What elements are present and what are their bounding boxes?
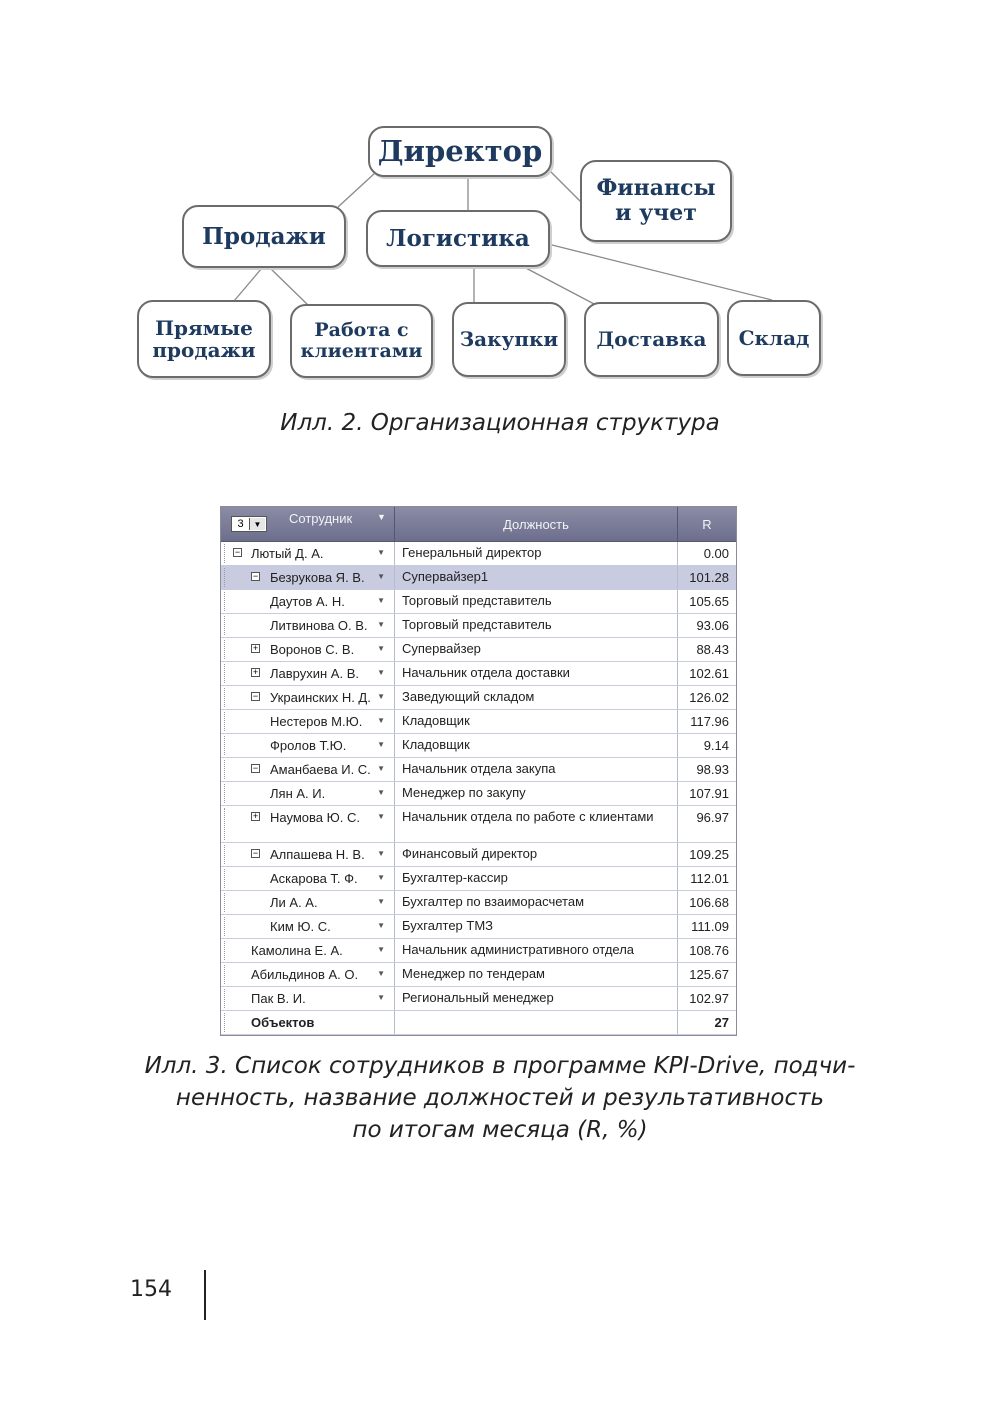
org-node-sales-label: Продажи xyxy=(202,222,326,250)
tree-line xyxy=(224,917,225,936)
employee-cell[interactable] xyxy=(221,915,395,938)
chevron-down-icon[interactable]: ▼ xyxy=(377,897,385,906)
tree-line xyxy=(224,640,225,659)
employee-name: Фролов Т.Ю. xyxy=(270,738,347,753)
org-node-purchasing xyxy=(452,302,566,377)
level-value: 3 xyxy=(237,518,244,530)
org-node-logistics xyxy=(366,210,550,267)
employee-cell[interactable] xyxy=(221,614,395,637)
table-row[interactable] xyxy=(221,710,736,734)
org-node-finance-line2: и учет xyxy=(615,200,697,226)
org-node-delivery-label: Доставка xyxy=(596,327,707,352)
position-cell: Торговый представитель xyxy=(395,614,678,637)
employee-name: Нестеров М.Ю. xyxy=(270,714,363,729)
org-node-purchasing-label: Закупки xyxy=(459,327,559,352)
tree-line xyxy=(224,869,225,888)
position-cell: Менеджер по закупу xyxy=(395,782,678,805)
header-r[interactable] xyxy=(678,507,736,541)
employee-name: Пак В. И. xyxy=(251,991,306,1006)
r-value-cell: 109.25 xyxy=(689,847,729,862)
employee-cell[interactable] xyxy=(221,590,395,613)
employee-name: Ким Ю. С. xyxy=(270,919,331,934)
org-node-sales xyxy=(182,205,346,268)
position-cell: Генеральный директор xyxy=(395,542,678,565)
table-row[interactable] xyxy=(221,843,736,867)
org-node-director-label: Директор xyxy=(377,134,543,169)
org-node-delivery xyxy=(584,302,719,377)
table-row[interactable] xyxy=(221,867,736,891)
position-cell: Финансовый директор xyxy=(395,843,678,866)
tree-line xyxy=(224,712,225,731)
caption-illustration-3-line3: по итогам месяца (R, %) xyxy=(352,1117,648,1143)
tree-line xyxy=(224,760,225,779)
caption-illustration-3-line2: ненность, название должностей и результативность xyxy=(175,1085,825,1111)
org-node-finance xyxy=(580,160,732,242)
employee-cell[interactable] xyxy=(221,566,395,589)
chevron-down-icon[interactable]: ▼ xyxy=(377,668,385,677)
r-value-cell: 112.01 xyxy=(690,871,729,886)
header-position[interactable] xyxy=(395,507,678,541)
employee-cell[interactable] xyxy=(221,542,395,565)
tree-line xyxy=(224,1013,225,1032)
employee-cell[interactable] xyxy=(221,843,395,866)
org-node-client-work-line1: Работа с xyxy=(314,318,409,341)
tree-line xyxy=(224,736,225,755)
org-node-direct-sales-line2: продажи xyxy=(152,338,256,362)
tree-line xyxy=(224,592,225,611)
r-value-cell: 9.14 xyxy=(703,738,729,753)
employee-name: Лаврухин А. В. xyxy=(270,666,359,681)
chevron-down-icon[interactable]: ▼ xyxy=(377,993,385,1002)
r-value-cell: 117.96 xyxy=(690,714,729,729)
expand-icon[interactable]: + xyxy=(252,811,259,821)
employee-cell[interactable] xyxy=(221,638,395,661)
collapse-icon[interactable]: − xyxy=(234,547,241,557)
header-employee-label: Сотрудник xyxy=(289,511,353,526)
org-node-warehouse-label: Склад xyxy=(738,325,810,350)
position-cell: Кладовщик xyxy=(395,734,678,757)
position-cell: Менеджер по тендерам xyxy=(395,963,678,986)
employee-name: Лютый Д. А. xyxy=(251,546,324,561)
collapse-icon[interactable]: − xyxy=(252,691,259,701)
employee-name: Даутов А. Н. xyxy=(270,594,345,609)
collapse-icon[interactable]: − xyxy=(252,848,259,858)
chevron-down-icon[interactable]: ▼ xyxy=(377,620,385,629)
position-cell: Кладовщик xyxy=(395,710,678,733)
r-value-cell: 0.00 xyxy=(703,546,729,561)
employee-name: Камолина Е. А. xyxy=(251,943,343,958)
employee-name: Алпашева Н. В. xyxy=(270,847,365,862)
employee-cell[interactable] xyxy=(221,782,395,805)
chevron-down-icon[interactable]: ▼ xyxy=(377,945,385,954)
employee-cell[interactable] xyxy=(221,963,395,986)
tree-line xyxy=(224,941,225,960)
table-row[interactable] xyxy=(221,566,736,590)
chevron-down-icon[interactable]: ▼ xyxy=(377,969,385,978)
table-row[interactable] xyxy=(221,542,736,566)
chevron-down-icon[interactable]: ▼ xyxy=(377,548,385,557)
grid-body xyxy=(221,542,736,1011)
org-node-client-work-line2: клиентами xyxy=(300,340,423,362)
employee-name: Ли А. А. xyxy=(270,895,318,910)
r-value-cell: 126.02 xyxy=(689,690,729,705)
employee-cell[interactable] xyxy=(221,939,395,962)
position-cell: Начальник отдела по работе с клиентами xyxy=(395,806,678,842)
header-r-label: R xyxy=(702,516,712,532)
employee-name: Безрукова Я. В. xyxy=(270,570,365,585)
header-position-label: Должность xyxy=(503,516,569,532)
tree-line xyxy=(224,845,225,864)
employee-cell[interactable] xyxy=(221,891,395,914)
employee-cell[interactable] xyxy=(221,758,395,781)
employee-name: Наумова Ю. С. xyxy=(270,810,360,825)
r-value-cell: 101.28 xyxy=(678,566,736,589)
employee-grid xyxy=(220,506,737,1036)
tree-line xyxy=(224,568,225,587)
employee-cell[interactable] xyxy=(221,987,395,1010)
r-value-cell: 107.91 xyxy=(689,786,729,801)
org-node-logistics-label: Логистика xyxy=(386,224,530,252)
position-cell: Торговый представитель xyxy=(395,590,678,613)
chevron-down-icon[interactable]: ▼ xyxy=(377,921,385,930)
r-value-cell: 111.09 xyxy=(691,919,729,934)
page-number: 154 xyxy=(130,1277,172,1302)
tree-line xyxy=(224,989,225,1008)
position-cell: Бухгалтер по взаиморасчетам xyxy=(395,891,678,914)
table-row[interactable] xyxy=(221,915,736,939)
table-row[interactable] xyxy=(221,963,736,987)
tree-line xyxy=(224,616,225,635)
chevron-down-icon[interactable]: ▼ xyxy=(377,812,385,821)
table-row[interactable] xyxy=(221,686,736,710)
employee-name: Аскарова Т. Ф. xyxy=(270,871,358,886)
table-row[interactable] xyxy=(221,638,736,662)
chevron-down-icon[interactable]: ▼ xyxy=(377,764,385,773)
page-number-rule xyxy=(204,1270,206,1320)
table-row[interactable] xyxy=(221,806,736,843)
tree-line xyxy=(224,544,225,563)
position-cell: Начальник отдела доставки xyxy=(395,662,678,685)
tree-line xyxy=(224,965,225,984)
tree-line xyxy=(224,664,225,683)
employee-name: Аманбаева И. С. xyxy=(270,762,371,777)
org-node-direct-sales-line1: Прямые xyxy=(155,315,253,340)
r-value-cell: 102.97 xyxy=(689,991,729,1006)
employee-cell[interactable] xyxy=(221,662,395,685)
table-row[interactable] xyxy=(221,939,736,963)
chevron-down-icon[interactable]: ▼ xyxy=(377,692,385,701)
chevron-down-icon[interactable]: ▼ xyxy=(377,788,385,797)
chevron-down-icon[interactable]: ▼ xyxy=(377,740,385,749)
employee-cell[interactable] xyxy=(221,734,395,757)
chevron-down-icon[interactable]: ▼ xyxy=(249,518,265,530)
position-cell: Региональный менеджер xyxy=(395,987,678,1010)
collapse-icon[interactable]: − xyxy=(252,763,259,773)
total-label-cell xyxy=(221,1011,395,1034)
r-value-cell: 98.93 xyxy=(696,762,729,777)
table-row[interactable] xyxy=(221,590,736,614)
position-cell: Заведующий складом xyxy=(395,686,678,709)
header-sort-arrow-icon[interactable]: ▼ xyxy=(377,512,386,522)
position-cell: Начальник отдела закупа xyxy=(395,758,678,781)
r-value-cell: 96.97 xyxy=(696,810,729,825)
table-row[interactable] xyxy=(221,782,736,806)
grid-header xyxy=(221,507,736,542)
table-row[interactable] xyxy=(221,662,736,686)
employee-name: Литвинова О. В. xyxy=(270,618,368,633)
total-value: 27 xyxy=(714,1015,729,1030)
employee-cell[interactable] xyxy=(221,806,395,842)
r-value-cell: 88.43 xyxy=(696,642,729,657)
total-empty-cell xyxy=(395,1011,678,1034)
org-node-direct-sales xyxy=(137,300,271,378)
org-node-client-work xyxy=(290,304,433,378)
tree-line xyxy=(224,688,225,707)
position-cell: Супервайзер xyxy=(395,638,678,661)
employee-cell[interactable] xyxy=(221,686,395,709)
r-value-cell: 108.76 xyxy=(689,943,729,958)
employee-name: Воронов С. В. xyxy=(270,642,355,657)
chevron-down-icon[interactable]: ▼ xyxy=(377,873,385,882)
grid-total-row xyxy=(221,1011,736,1035)
table-row[interactable] xyxy=(221,891,736,915)
position-cell: Супервайзер1 xyxy=(395,566,678,589)
chevron-down-icon[interactable]: ▼ xyxy=(377,849,385,858)
org-node-warehouse xyxy=(727,300,821,376)
r-value-cell: 125.67 xyxy=(689,967,729,982)
table-row[interactable] xyxy=(221,734,736,758)
tree-line xyxy=(224,784,225,803)
table-row[interactable] xyxy=(221,987,736,1011)
expand-icon[interactable]: + xyxy=(252,643,259,653)
position-cell: Бухгалтер ТМЗ xyxy=(395,915,678,938)
chevron-down-icon[interactable]: ▼ xyxy=(377,644,385,653)
chevron-down-icon[interactable]: ▼ xyxy=(377,596,385,605)
header-employee[interactable] xyxy=(221,507,395,541)
r-value-cell: 105.65 xyxy=(689,594,729,609)
caption-illustration-2: Илл. 2. Организационная структура xyxy=(280,410,720,436)
employee-cell[interactable] xyxy=(221,710,395,733)
collapse-icon[interactable]: − xyxy=(252,571,259,581)
table-row[interactable] xyxy=(221,758,736,782)
org-node-finance-line1: Финансы xyxy=(596,175,716,202)
org-node-director xyxy=(368,126,552,177)
caption-illustration-3-line1: Илл. 3. Список сотрудников в программе KPI-Drive, подчи- xyxy=(144,1053,856,1079)
employee-name: Украинских Н. Д. xyxy=(270,690,371,705)
table-row[interactable] xyxy=(221,614,736,638)
employee-cell[interactable] xyxy=(221,867,395,890)
position-cell: Начальник административного отдела xyxy=(395,939,678,962)
tree-line xyxy=(224,893,225,912)
org-chart xyxy=(0,0,1000,400)
tree-line xyxy=(224,808,225,840)
employee-name: Абильдинов А. О. xyxy=(251,967,359,982)
chevron-down-icon[interactable]: ▼ xyxy=(377,572,385,581)
expand-icon[interactable]: + xyxy=(252,667,259,677)
chevron-down-icon[interactable]: ▼ xyxy=(377,716,385,725)
r-value-cell: 102.61 xyxy=(689,666,729,681)
r-value-cell: 106.68 xyxy=(689,895,729,910)
level-selector[interactable] xyxy=(231,516,267,532)
employee-name: Лян А. И. xyxy=(270,786,326,801)
position-cell: Бухгалтер-кассир xyxy=(395,867,678,890)
r-value-cell: 93.06 xyxy=(696,618,729,633)
total-label: Объектов xyxy=(251,1015,315,1030)
